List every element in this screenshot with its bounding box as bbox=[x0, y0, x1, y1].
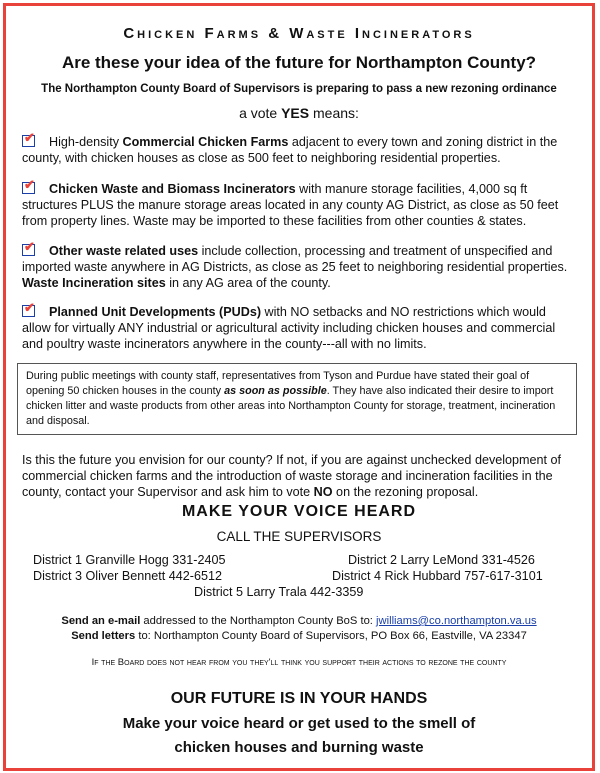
vote-yes: YES bbox=[281, 105, 310, 121]
box-text: . They have also indicated their desire to import chicken litter and waste products from other areas into Northampton County for storage, treatment, incineration and disposal. bbox=[26, 385, 556, 427]
district-5: District 5 Larry Trala 442-3359 bbox=[194, 585, 364, 599]
vote-line bbox=[6, 105, 592, 121]
page-title: Chicken Farms & Waste Incinerators bbox=[123, 25, 475, 42]
closing-line-1: Make your voice heard or get used to the smell of bbox=[122, 715, 476, 732]
email-label: Send an e-mail bbox=[61, 615, 141, 627]
list-item bbox=[22, 243, 577, 291]
item-bold: Other waste related uses bbox=[49, 244, 199, 258]
item-bold: Chicken Waste and Biomass Incinerators bbox=[49, 182, 296, 196]
item-text: adjacent to every town and zoning district in the county, with chicken houses as close as 500 feet to neighboring residential properties. bbox=[22, 135, 558, 165]
letters-line bbox=[6, 630, 592, 642]
checkbox-icon bbox=[22, 182, 35, 194]
list-item bbox=[22, 181, 577, 229]
vote-post: means: bbox=[309, 105, 359, 121]
item-text: High-density bbox=[49, 135, 123, 149]
item-bold: Commercial Chicken Farms bbox=[122, 135, 289, 149]
item-text: in any AG area of the county. bbox=[165, 276, 331, 290]
board-notice: If the Board does not hear from you they'll think you support their actions to rezone the county bbox=[91, 657, 507, 668]
checkbox-icon bbox=[22, 305, 35, 317]
email-text: addressed to the Northampton County BoS to: bbox=[140, 615, 377, 627]
item-bold: Planned Unit Developments (PUDs) bbox=[49, 305, 262, 319]
item-bold: Waste Incineration sites bbox=[22, 276, 166, 290]
item-text: include collection, processing and treatment of unspecified and imported waste anywhere in AG Districts, as close as 25 feet to neighboring residential properties. bbox=[22, 244, 568, 274]
list-item bbox=[22, 134, 577, 166]
letters-label: Send letters bbox=[71, 630, 136, 642]
checkbox-icon bbox=[22, 135, 35, 147]
box-emphasis: as soon as possible bbox=[224, 385, 327, 397]
district-1: District 1 Granville Hogg 331-2405 bbox=[33, 553, 226, 567]
call-supervisors-heading: CALL THE SUPERVISORS bbox=[216, 529, 382, 544]
item-text: with manure storage facilities, 4,000 sq ft structures PLUS the manure storage areas located in any county AG District, as close as 50 feet from property lines. Waste may be imported to these facilities from other counties & states. bbox=[22, 182, 559, 228]
call-to-action-paragraph bbox=[22, 452, 582, 500]
page-border bbox=[3, 3, 595, 771]
para-text: on the rezoning proposal. bbox=[332, 485, 479, 499]
make-voice-heading: MAKE YOUR VOICE HEARD bbox=[181, 503, 417, 520]
email-link[interactable]: jwilliams@co.northampton.va.us bbox=[376, 615, 537, 627]
letters-text: to: Northampton County Board of Supervisors, PO Box 66, Eastville, VA 23347 bbox=[135, 630, 527, 642]
info-box bbox=[17, 363, 577, 435]
box-text: During public meetings with county staff, representatives from Tyson and Purdue have stated their goal of opening 50 chicken houses in the county bbox=[26, 370, 530, 397]
email-line bbox=[6, 615, 592, 627]
district-3: District 3 Oliver Bennett 442-6512 bbox=[33, 569, 222, 583]
list-item bbox=[22, 304, 577, 352]
subhead: The Northampton County Board of Supervisors is preparing to pass a new rezoning ordinance bbox=[41, 83, 557, 95]
closing-line-2: chicken houses and burning waste bbox=[174, 739, 424, 756]
para-no: NO bbox=[313, 485, 333, 499]
district-4: District 4 Rick Hubbard 757-617-3101 bbox=[332, 569, 543, 583]
checkbox-icon bbox=[22, 244, 35, 256]
district-2: District 2 Larry LeMond 331-4526 bbox=[348, 553, 535, 567]
flyer bbox=[6, 6, 592, 768]
item-text: with NO setbacks and NO restrictions which would allow for virtually ANY industrial or agricultural activity including chicken houses and commercial and poultry waste incinerators anywhere in the county---all with no limits. bbox=[22, 305, 556, 351]
future-heading: OUR FUTURE IS IN YOUR HANDS bbox=[170, 690, 428, 707]
para-text: Is this the future you envision for our county? If not, if you are against unchecked development of commercial chicken farms and the introduction of waste storage and incineration facilities in the county, contact your Supervisor and ask him to vote bbox=[22, 453, 562, 499]
headline: Are these your idea of the future for Northampton County? bbox=[61, 53, 537, 72]
vote-pre: a vote bbox=[239, 105, 282, 121]
